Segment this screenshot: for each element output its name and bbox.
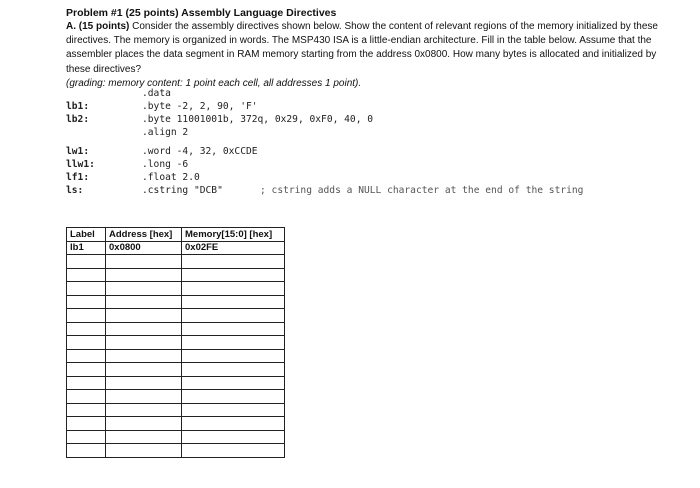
cell-memory[interactable] [182,336,285,350]
table-row [67,268,285,282]
table-row [67,309,285,323]
cell-label[interactable] [67,376,106,390]
cell-memory[interactable] [182,444,285,458]
table-row [67,430,285,444]
cell-memory[interactable] [182,309,285,323]
table-row [67,282,285,296]
cell-address[interactable] [106,430,182,444]
code-label: ls: [66,185,84,196]
cell-memory[interactable] [182,349,285,363]
code-comment: ; cstring adds a NULL character at the end of the string [260,185,584,196]
cell-address[interactable] [106,336,182,350]
code-directive: .byte 11001001b, 372q, 0x29, 0xF0, 40, 0 [142,114,374,125]
cell-address[interactable] [106,268,182,282]
table-header-row [67,228,285,242]
cell-label[interactable] [67,268,106,282]
cell-address[interactable] [106,417,182,431]
table-row [67,390,285,404]
cell-label[interactable]: lb1 [67,241,106,255]
code-directive: .data [142,88,171,99]
cell-memory[interactable] [182,268,285,282]
grading-note: (grading: memory content: 1 point each cell, all addresses 1 point). [66,77,362,89]
cell-memory[interactable] [182,390,285,404]
code-label: lw1: [66,146,90,157]
table-row [67,403,285,417]
cell-label[interactable] [67,390,106,404]
table-row [67,349,285,363]
cell-label[interactable] [67,255,106,269]
header-memory: Memory[15:0] [hex] [182,228,285,242]
cell-label[interactable] [67,417,106,431]
description-text: Consider the assembly directives shown below. Show the content of relevant regions of the memory initialized by these directives. The memory is organized in words. The MSP430 ISA is a little-endian architecture. Fill in the table below. Assume that the assembler places the data segment in RAM memory starting from the address 0x0800. How many bytes is allocated and initialized by these directives? [66,21,658,75]
cell-address[interactable] [106,376,182,390]
code-directive: .cstring "DCB" [142,185,223,196]
cell-address[interactable] [106,444,182,458]
cell-label[interactable] [67,295,106,309]
cell-memory[interactable]: 0x02FE [182,241,285,255]
code-label: lf1: [66,172,90,183]
code-directive: .align 2 [142,127,189,138]
table-row [67,363,285,377]
table-row [67,444,285,458]
code-label: llw1: [66,159,95,170]
cell-memory[interactable] [182,403,285,417]
table-row [67,376,285,390]
problem-description [66,20,676,77]
cell-label[interactable] [67,430,106,444]
table-row [67,322,285,336]
code-directive: .byte -2, 2, 90, 'F' [142,101,258,112]
code-label: lb1: [66,101,90,112]
cell-memory[interactable] [182,322,285,336]
cell-address[interactable] [106,349,182,363]
table-row [67,336,285,350]
cell-address[interactable]: 0x0800 [106,241,182,255]
problem-statement [66,6,676,91]
cell-address[interactable] [106,390,182,404]
code-label: lb2: [66,114,90,125]
cell-label[interactable] [67,336,106,350]
cell-label[interactable] [67,403,106,417]
cell-label[interactable] [67,282,106,296]
table-row [67,417,285,431]
problem-title: Problem #1 (25 points) Assembly Language Directives [66,7,337,19]
cell-memory[interactable] [182,295,285,309]
table-row [67,255,285,269]
cell-memory[interactable] [182,363,285,377]
header-address: Address [hex] [106,228,182,242]
cell-label[interactable] [67,322,106,336]
cell-address[interactable] [106,363,182,377]
cell-memory[interactable] [182,376,285,390]
code-directive: .word -4, 32, 0xCCDE [142,146,258,157]
cell-address[interactable] [106,295,182,309]
memory-table [66,227,285,458]
table-row [67,295,285,309]
cell-label[interactable] [67,444,106,458]
table-row [67,241,285,255]
cell-label[interactable] [67,363,106,377]
code-directive: .float 2.0 [142,172,200,183]
cell-memory[interactable] [182,255,285,269]
cell-address[interactable] [106,403,182,417]
cell-memory[interactable] [182,430,285,444]
cell-address[interactable] [106,309,182,323]
cell-memory[interactable] [182,282,285,296]
header-label: Label [67,228,106,242]
cell-address[interactable] [106,282,182,296]
cell-label[interactable] [67,349,106,363]
cell-address[interactable] [106,255,182,269]
part-label: A. (15 points) [66,21,130,32]
cell-address[interactable] [106,322,182,336]
cell-label[interactable] [67,309,106,323]
code-directive: .long -6 [142,159,189,170]
cell-memory[interactable] [182,417,285,431]
